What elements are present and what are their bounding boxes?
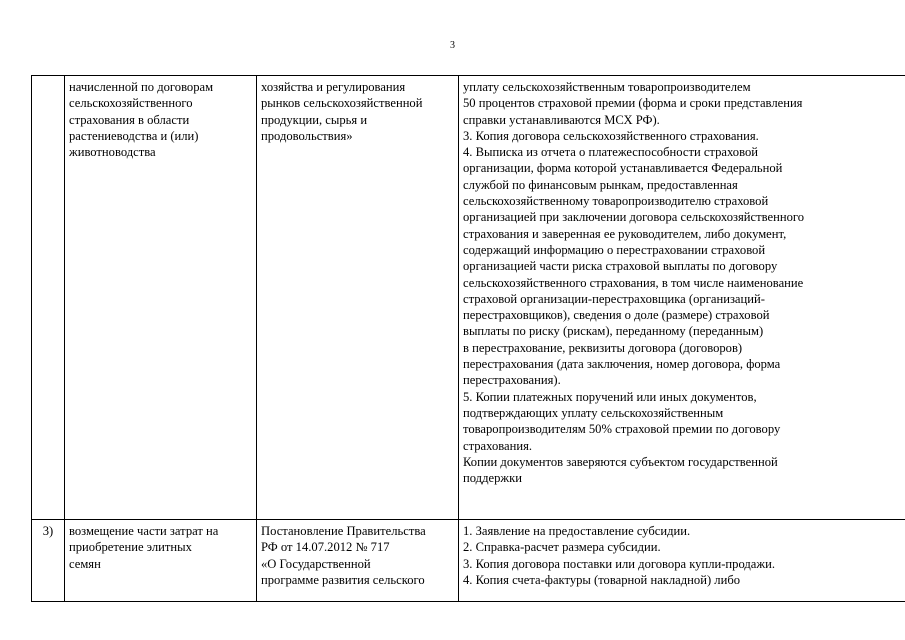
legal-basis-cell: хозяйства и регулирования рынков сельскохозяйственной продукции, сырья и продовольствия» xyxy=(257,76,459,520)
page-number: 3 xyxy=(450,40,455,51)
required-documents-cell: уплату сельскохозяйственным товаропроизводителем 50 процентов страховой премии (форма и сроки представления справки устанавливаются МСХ РФ). 3. Копия договора сельскохозяйственного страхования. 4. Выписка из отчета о платежеспособности страховой организации, форма которой устанавливается Федеральной службой по финансовым рынкам, предоставленная сельскохозяйственному товаропроизводителю страховой организацией при заключении договора сельскохозяйственного страхования и заверенная ее руководителем, либо документ, содержащий информацию о перестраховании страховой организацией части риска страховой выплаты по договору сельскохозяйственного страхования, в том числе наименование страховой организации-перестраховщика (организаций- перестраховщиков), сведения о доле (размере) страховой выплаты по риску (рискам), переданному (переданным) в перестрахование, реквизиты договора (договоров) перестрахования (дата заключения, номер договора, форма перестрахования). 5. Копии платежных поручений или иных документов, подтверждающих уплату сельскохозяйственным товаропроизводителям 50% страховой премии по договору страхования. Копии документов заверяются субъектом государственной поддержки xyxy=(459,76,905,520)
support-measure-cell: начисленной по договорам сельскохозяйственного страхования в области растениеводства и (или) животноводства xyxy=(65,76,257,520)
row-number-cell: 3) xyxy=(32,520,65,602)
subsidy-documents-table xyxy=(31,75,905,602)
required-documents-cell: 1. Заявление на предоставление субсидии. 2. Справка-расчет размера субсидии. 3. Копия договора поставки или договора купли-продажи. 4. Копия счета-фактуры (товарной накладной) либо xyxy=(459,520,905,602)
legal-basis-cell: Постановление Правительства РФ от 14.07.2012 № 717 «О Государственной программе развития сельского xyxy=(257,520,459,602)
row-number-cell xyxy=(32,76,65,520)
support-measure-cell: возмещение части затрат на приобретение элитных семян xyxy=(65,520,257,602)
table-row xyxy=(32,520,905,602)
table-row xyxy=(32,76,905,520)
